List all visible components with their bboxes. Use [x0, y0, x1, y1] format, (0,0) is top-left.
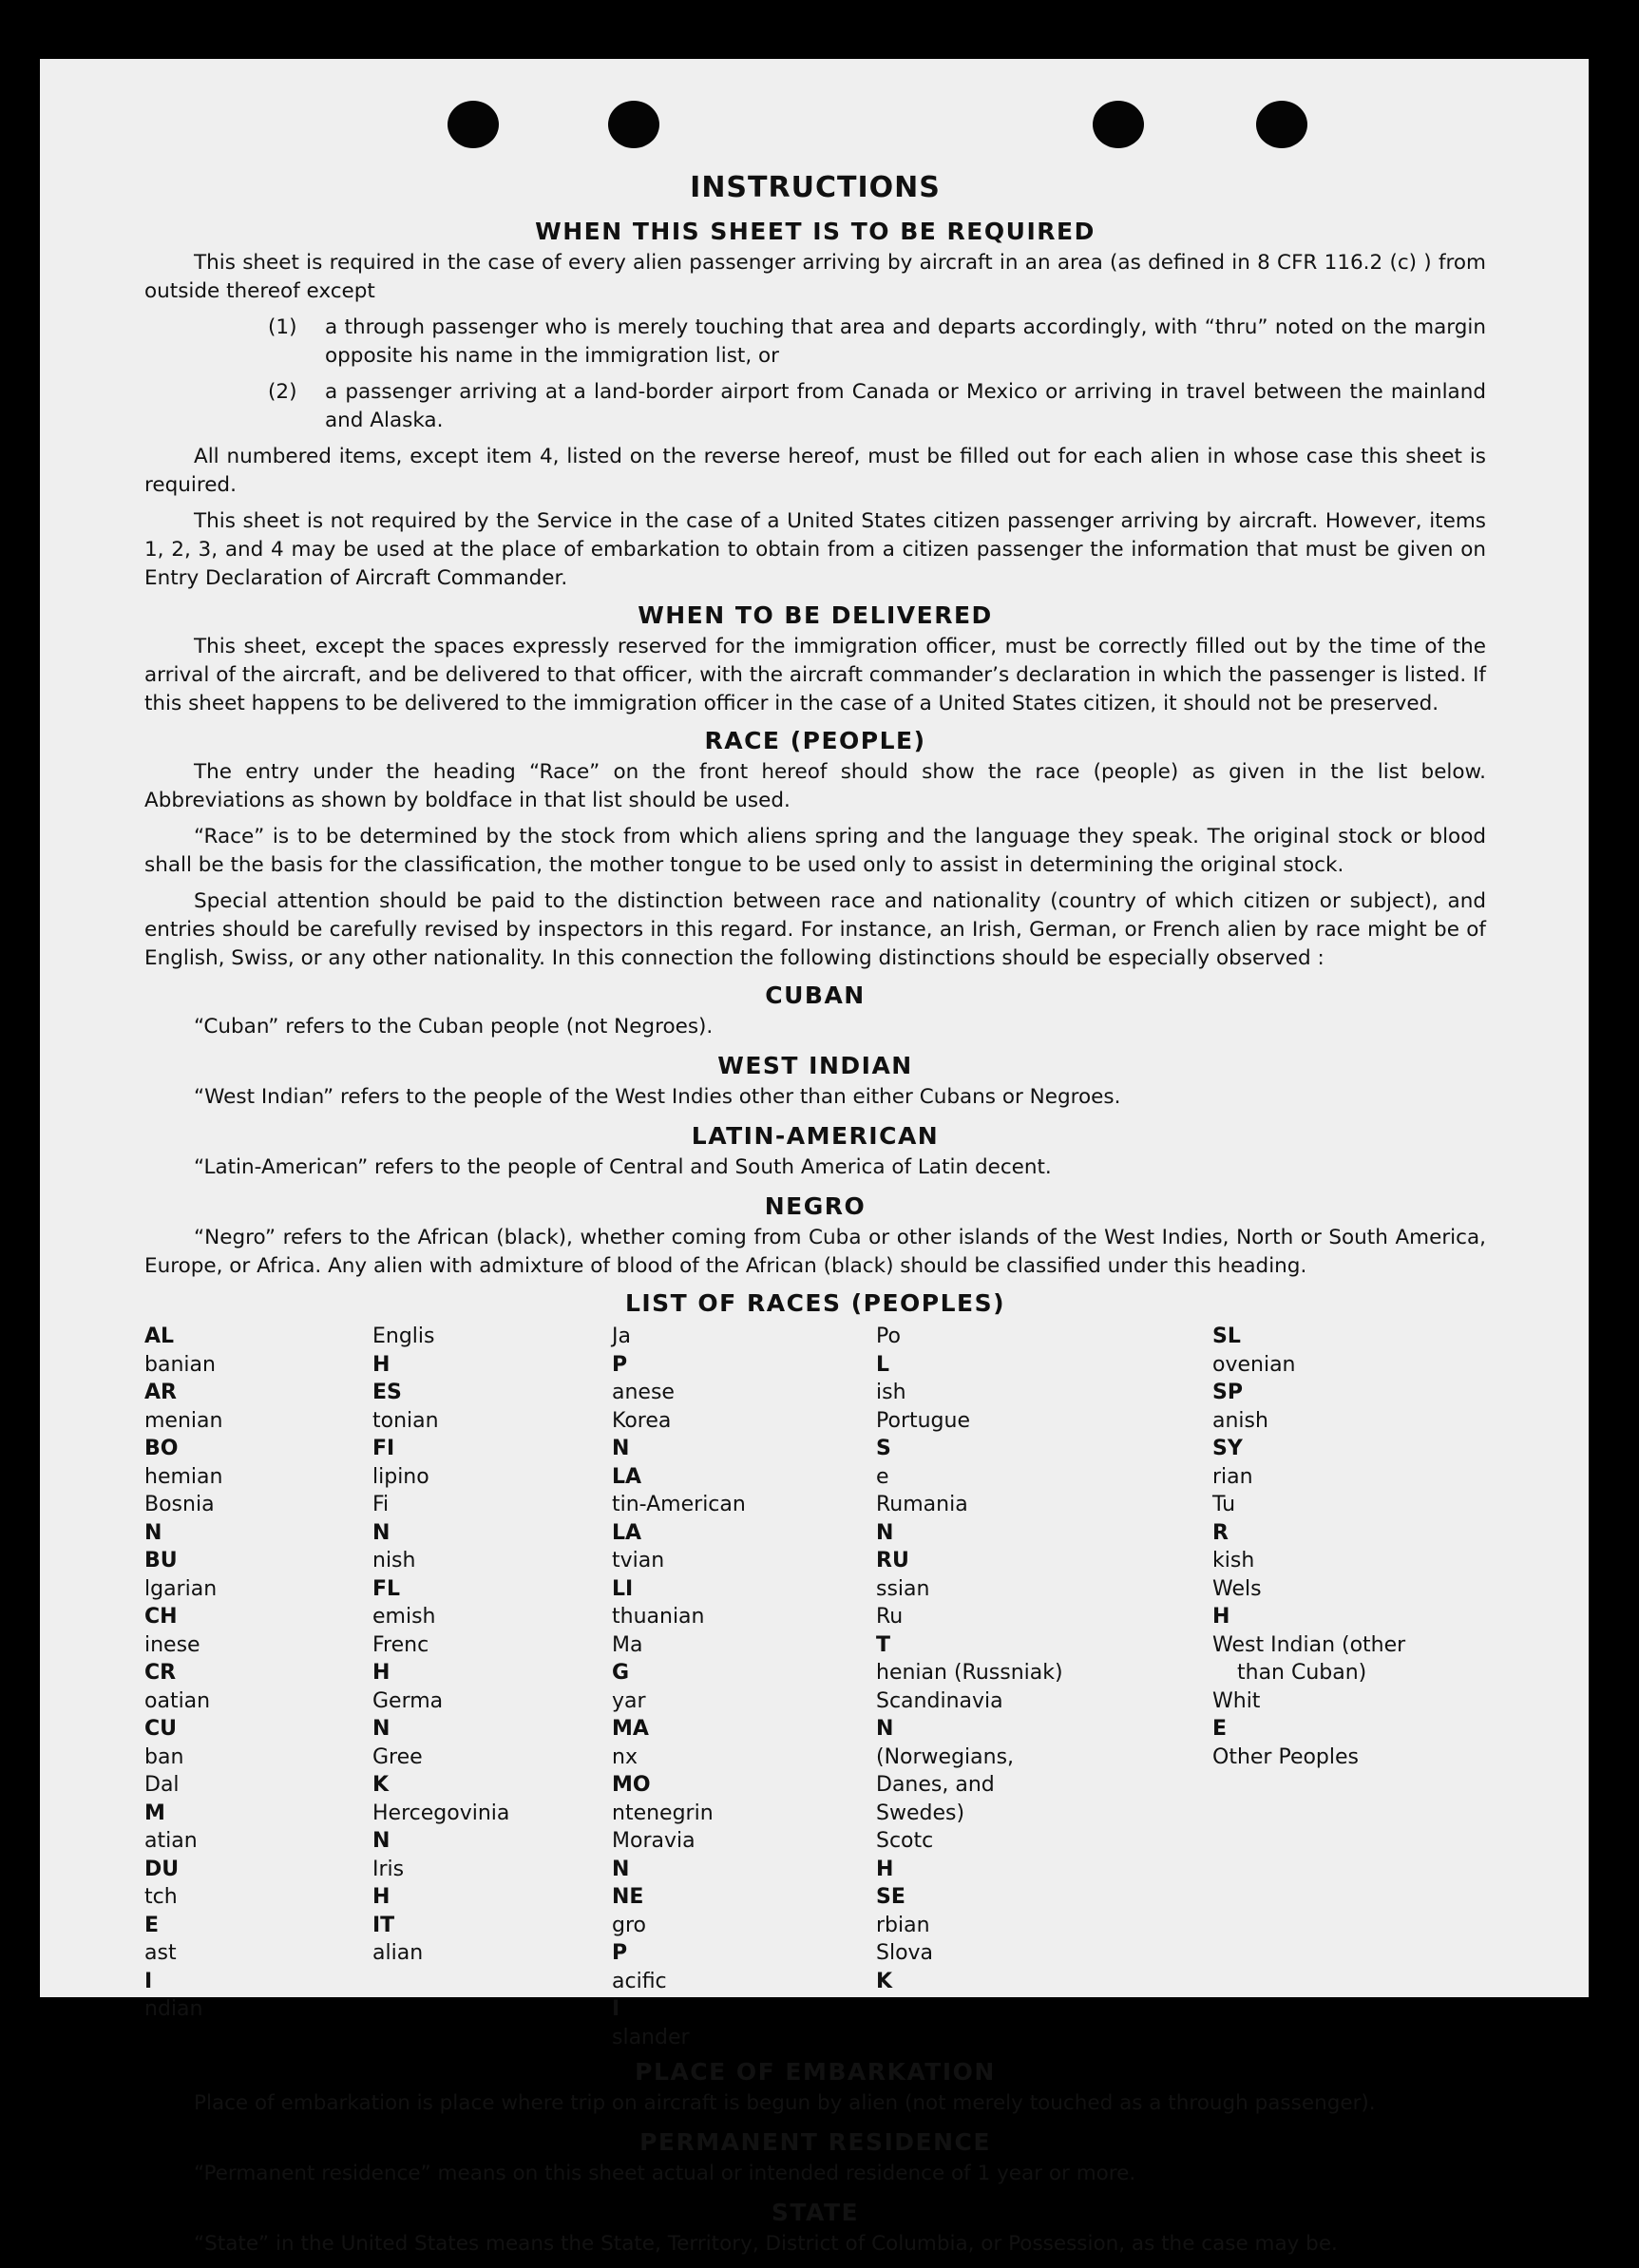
- heading-residence: PERMANENT RESIDENCE: [639, 2128, 991, 2156]
- race-entry: SE rbian: [876, 1885, 930, 1937]
- heading-cuban: CUBAN: [765, 982, 866, 1009]
- embarkation-text: Place of embarkation is place where trip on aircraft is begun by alien (not merely touched as a through passenger).: [194, 2091, 1376, 2115]
- race-entry: SP anish: [1212, 1381, 1268, 1433]
- race-entry: Slova K: [876, 1941, 934, 1993]
- race-entry: CH inese: [144, 1605, 200, 1657]
- race-para2: “Race” is to be determined by the stock from which aliens spring and the language they speak. The original stock or blood shall be the basis for the classification, the mother tongue to be used only to assist in determining the original stock.: [144, 825, 1486, 877]
- race-entry: LA tvian: [612, 1520, 665, 1572]
- race-entry: ES tonian: [372, 1381, 439, 1433]
- heading-list-of-races: LIST OF RACES (PEOPLES): [624, 1289, 1006, 1317]
- race-entry: Englis H: [372, 1325, 435, 1377]
- race-column: [144, 1323, 372, 2051]
- race-entry: Scandinavia N (Norwegians,: [876, 1688, 1015, 1769]
- race-entry: FL emish: [372, 1576, 436, 1629]
- page-title: INSTRUCTIONS: [690, 171, 941, 204]
- race-entry: West Indian (other: [1212, 1632, 1406, 1657]
- race-entry: Iris H: [372, 1857, 405, 1909]
- race-entry: MO ntenegrin: [612, 1773, 714, 1825]
- race-entry: LA tin-American: [612, 1464, 746, 1516]
- heading-west-indian: WEST INDIAN: [717, 1052, 913, 1079]
- latin-american-text: “Latin-American” refers to the people of Central and South America of Latin decent.: [194, 1155, 1052, 1179]
- punch-hole: [1256, 101, 1307, 148]
- race-entry: AL banian: [144, 1325, 216, 1377]
- negro-text: “Negro” refers to the African (black), whether coming from Cuba or other islands of the West Indies, North or South America, Europe, or Africa. Any alien with admixture of blood of the African (black) should be classified under this heading.: [144, 1226, 1486, 1278]
- punch-hole: [608, 101, 659, 148]
- heading-negro: NEGRO: [764, 1192, 867, 1220]
- when-required-para2: All numbered items, except item 4, listed on the reverse hereof, must be filled out for each alien in whose case this sheet is required.: [144, 445, 1486, 497]
- race-entry: MA nx: [612, 1717, 649, 1769]
- races-list: [144, 1323, 1486, 2051]
- race-entry: IT alian: [372, 1913, 424, 1965]
- cuban-text: “Cuban” refers to the Cuban people (not Negroes).: [194, 1015, 714, 1039]
- heading-when-delivered: WHEN TO BE DELIVERED: [638, 601, 993, 629]
- punch-hole: [1093, 101, 1144, 148]
- race-entry: Frenc H: [372, 1632, 429, 1685]
- race-entry: CR oatian: [144, 1661, 211, 1713]
- race-para1: The entry under the heading “Race” on the front hereof should show the race (people) as given in the list below. Abbreviations as shown by boldface in that list should be used.: [144, 760, 1486, 812]
- race-entry: Rumania N: [876, 1493, 968, 1545]
- race-entry: CU ban: [144, 1717, 184, 1769]
- state-text: “State” in the United States means the State, Territory, District of Columbia, or Possession, as the case may be.: [194, 2232, 1338, 2256]
- race-column: [372, 1323, 612, 2051]
- race-entry: Bosnia N: [144, 1493, 215, 1545]
- race-entry: SL ovenian: [1212, 1325, 1296, 1377]
- exception-item: (1) a through passenger who is merely touching that area and departs accordingly, with “thru” noted on the margin opposite his name in the immigration list, or: [268, 315, 1486, 368]
- race-entry: Tu R kish: [1212, 1493, 1255, 1572]
- race-entry: Ma G yar: [612, 1632, 646, 1713]
- heading-race: RACE (PEOPLE): [704, 727, 926, 754]
- race-entry: Other Peoples: [1212, 1744, 1360, 1769]
- document-page: [40, 59, 1589, 2256]
- race-entry: BU lgarian: [144, 1549, 218, 1601]
- race-entry: RU ssian: [876, 1549, 930, 1601]
- race-entry: Hercegovinia N: [372, 1801, 510, 1853]
- heading-state: STATE: [771, 2199, 860, 2226]
- race-entry: Whit E: [1212, 1688, 1261, 1741]
- race-entry: than Cuban): [1237, 1661, 1367, 1685]
- instructions-content: [144, 169, 1486, 2268]
- race-entry: Scotc H: [876, 1829, 934, 1881]
- race-entry: Danes, and: [876, 1773, 995, 1797]
- race-entry: Fi N nish: [372, 1493, 416, 1572]
- race-entry: DU tch: [144, 1857, 180, 1909]
- race-entry: Po L ish: [876, 1325, 906, 1404]
- race-entry: Wels H: [1212, 1576, 1262, 1629]
- race-entry: Moravia N: [612, 1829, 696, 1881]
- exception-item: (2) a passenger arriving at a land-border airport from Canada or Mexico or arriving in travel between the mainland and Alaska.: [268, 380, 1486, 432]
- race-entry: Portugue S e: [876, 1408, 970, 1489]
- when-required-para3: This sheet is not required by the Service in the case of a United States citizen passenger arriving by aircraft. However, items 1, 2, 3, and 4 may be used at the place of embarkation to obtain from a citizen passenger the information that must be given on Entry Declaration of Aircraft Commander.: [144, 509, 1486, 590]
- race-entry: P acific I slander: [612, 1941, 690, 2049]
- race-column: [612, 1323, 876, 2051]
- when-delivered-text: This sheet, except the spaces expressly reserved for the immigration officer, must be correctly filled out by the time of the arrival of the aircraft, and be delivered to that officer, with the aircraft commander’s declaration in which the passenger is listed. If this sheet happens to be delivered to the immigration officer in the case of a United States citizen, it should not be preserved.: [144, 635, 1486, 715]
- race-column: [1212, 1323, 1486, 2051]
- race-entry: AR menian: [144, 1381, 223, 1433]
- race-entry: NE gro: [612, 1885, 646, 1937]
- race-column: [876, 1323, 1212, 2051]
- race-entry: Ru T henian (Russniak): [876, 1605, 1063, 1685]
- race-entry: Dal M atian: [144, 1773, 198, 1853]
- heading-embarkation: PLACE OF EMBARKATION: [635, 2058, 996, 2086]
- race-entry: Swedes): [876, 1801, 965, 1825]
- race-entry: BO hemian: [144, 1437, 223, 1489]
- when-required-intro: This sheet is required in the case of every alien passenger arriving by aircraft in an area (as defined in 8 CFR 116.2 (c) ) from outside thereof except: [144, 251, 1486, 303]
- west-indian-text: “West Indian” refers to the people of the West Indies other than either Cubans or Negroes.: [194, 1085, 1121, 1109]
- race-entry: Gree K: [372, 1744, 423, 1797]
- race-entry: FI lipino: [372, 1437, 429, 1489]
- race-entry: SY rian: [1212, 1437, 1253, 1489]
- heading-when-required: WHEN THIS SHEET IS TO BE REQUIRED: [535, 218, 1096, 245]
- race-entry: LI thuanian: [612, 1576, 705, 1629]
- race-entry: Ja P anese: [612, 1325, 675, 1404]
- race-entry: Germa N: [372, 1688, 444, 1741]
- race-entry: E ast I ndian: [144, 1913, 203, 2021]
- heading-latin-american: LATIN-AMERICAN: [691, 1122, 940, 1150]
- punch-hole: [448, 101, 499, 148]
- race-para3: Special attention should be paid to the distinction between race and nationality (country of which citizen or subject), and entries should be carefully revised by inspectors in this regard. For instance, an Irish, German, or French alien by race might be of English, Swiss, or any other nationality. In this connection the following distinctions should be especially observed :: [144, 889, 1486, 970]
- residence-text: “Permanent residence” means on this sheet actual or intended residence of 1 year or more.: [194, 2162, 1136, 2185]
- race-entry: Korea N: [612, 1408, 672, 1460]
